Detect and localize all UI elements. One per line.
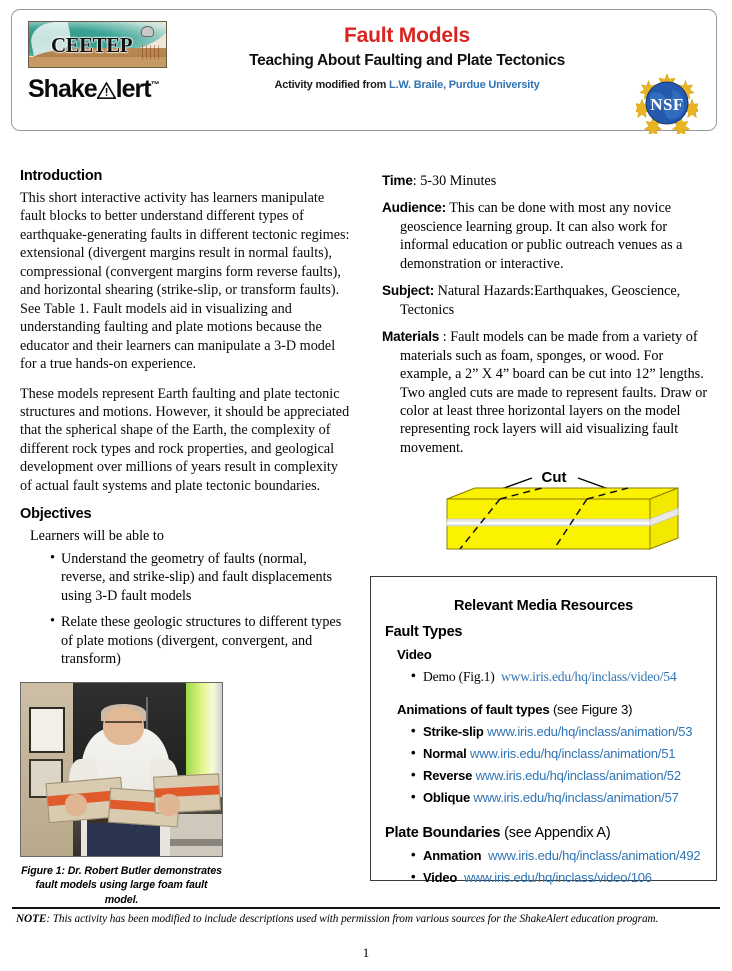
shakealert-text-b: lert bbox=[115, 75, 151, 103]
media-item-plate-animation-label: Anmation bbox=[423, 848, 482, 863]
trademark-mark: ™ bbox=[150, 79, 159, 90]
media-subheading-video: Video bbox=[397, 647, 432, 662]
meta-subject bbox=[382, 282, 718, 319]
figure-1-photo bbox=[20, 682, 223, 857]
media-item-strike-slip-link[interactable]: www.iris.edu/hq/inclass/animation/53 bbox=[487, 724, 693, 739]
media-plate-label: Plate Boundaries bbox=[385, 825, 501, 841]
meta-materials-sep: : bbox=[439, 329, 451, 346]
nsf-logo bbox=[636, 72, 698, 134]
shakealert-text-a: Shake bbox=[28, 75, 97, 103]
meta-materials bbox=[382, 328, 718, 457]
introduction-heading: Introduction bbox=[20, 168, 103, 184]
meta-time-sep: : bbox=[412, 173, 421, 189]
media-item-reverse-link[interactable]: www.iris.edu/hq/inclass/animation/52 bbox=[475, 768, 681, 783]
left-column bbox=[20, 168, 350, 676]
objectives-leadin: Learners will be able to bbox=[30, 528, 164, 545]
media-item-plate-video bbox=[411, 870, 716, 885]
byline bbox=[192, 79, 622, 91]
media-section-fault-types: Fault Types bbox=[385, 624, 463, 640]
meta-audience-label: Audience: bbox=[382, 200, 446, 216]
header-banner bbox=[11, 9, 717, 131]
media-item-plate-video-link[interactable]: www.iris.edu/hq/inclass/video/106 bbox=[464, 870, 652, 885]
media-item-oblique-link[interactable]: www.iris.edu/hq/inclass/animation/57 bbox=[473, 790, 679, 805]
footer-divider bbox=[12, 907, 720, 909]
spacer bbox=[371, 805, 716, 815]
meta-subject-value: Natural Hazards:Earthquakes, Geoscience, Tectonics bbox=[400, 283, 681, 318]
meta-time-label: Time bbox=[382, 173, 413, 188]
meta-subject-label: Subject: bbox=[382, 283, 435, 299]
media-item-plate-video-label: Video bbox=[423, 870, 458, 885]
figure-1-caption bbox=[20, 864, 223, 907]
spacer bbox=[371, 685, 716, 695]
svg-text:NSF: NSF bbox=[650, 95, 684, 114]
figure-2-cut-label: Cut bbox=[541, 469, 567, 487]
objectives-list bbox=[20, 550, 350, 669]
footer-note-text: : This activity has been modified to include descriptions used with permission from various sources for the ShakeAlert education program. bbox=[46, 913, 659, 925]
shakealert-logo bbox=[28, 76, 176, 102]
figure-1 bbox=[20, 682, 223, 907]
media-item-reverse-label: Reverse bbox=[423, 768, 473, 783]
page-number: 1 bbox=[362, 945, 370, 960]
footer-note bbox=[16, 913, 722, 925]
media-item-reverse bbox=[411, 768, 716, 783]
media-box-title: Relevant Media Resources bbox=[454, 598, 633, 614]
introduction-paragraph-1: This short interactive activity has learners manipulate fault blocks to better understand different types of earthquake-generating faults in different tectonic regimes: extensional (divergent margins result in normal faults), compressional (convergent margins form reverse faults), and horizontal shearing (strike-slip, or transform faults). See Table 1. Fault models aid in visualizing and understanding faulting and plate motions because the educator and their learners can manipulate a 3-D model for a true hands-on experience. bbox=[20, 190, 350, 373]
media-animations-note: (see Figure 3) bbox=[549, 702, 633, 717]
figure-1-caption-text: Dr. Robert Butler demonstrates fault models using large foam fault model. bbox=[35, 865, 222, 906]
media-item-strike-slip bbox=[411, 724, 716, 739]
meta-time bbox=[382, 172, 718, 190]
media-item-demo-label: Demo (Fig.1) bbox=[423, 669, 495, 684]
photo-person-right-hand bbox=[158, 794, 180, 816]
title-block bbox=[192, 24, 622, 91]
ceetep-logo-text: CEETEP bbox=[51, 33, 133, 57]
logo-stack bbox=[28, 21, 176, 102]
ceetep-logo bbox=[28, 21, 167, 68]
meta-audience-value: This can be done with most any novice geoscience learning group. It can also work for informal education or public outreach venues as a demonstration or interactive. bbox=[400, 200, 683, 272]
media-item-normal bbox=[411, 746, 716, 761]
media-item-oblique-label: Oblique bbox=[423, 790, 470, 805]
media-subheading-animations bbox=[397, 702, 716, 717]
media-item-strike-slip-label: Strike-slip bbox=[423, 724, 484, 739]
relevant-media-resources-box bbox=[370, 576, 717, 885]
introduction-paragraph-2: These models represent Earth faulting and plate tectonic structures and motions. However, it should be appreciated that the spherical shape of the Earth, the complexity of different rock types and rock properties, and geological development over millions of years result in complexity of actual fault systems and plate tectonic boundaries. bbox=[20, 385, 350, 494]
photo-person-left-hand bbox=[65, 794, 87, 816]
media-item-plate-animation-link[interactable]: www.iris.edu/hq/inclass/animation/492 bbox=[488, 848, 701, 863]
activity-metadata-list bbox=[382, 172, 718, 457]
byline-prefix: Activity modified from bbox=[274, 78, 390, 91]
page-title: Fault Models bbox=[344, 24, 470, 47]
seismogram-icon bbox=[140, 45, 162, 59]
meta-materials-label: Materials bbox=[382, 329, 440, 345]
objectives-heading: Objectives bbox=[20, 506, 92, 523]
photo-person-glasses bbox=[105, 721, 141, 730]
media-item-oblique bbox=[411, 790, 716, 805]
meta-materials-value: Fault models can be made from a variety of materials such as foam, sponges, or wood. For example, a 2” X 4” board can be cut into 12” lengths. Two angled cuts are made to represent faults. Draw or color at least three horizontal layers on the model representing rock layers will aid visualizing fault movement. bbox=[400, 329, 708, 456]
media-plate-note: (see Appendix A) bbox=[500, 825, 611, 841]
figure-1-caption-label: Figure 1: bbox=[21, 865, 65, 877]
photo-person-pants bbox=[87, 821, 159, 856]
right-column bbox=[382, 172, 718, 594]
list-item: • Relate these geologic structures to different types of plate motions (divergent, convergent, and transform) bbox=[50, 613, 350, 668]
media-item-plate-animation bbox=[411, 848, 716, 863]
footer-note-label: NOTE bbox=[16, 913, 47, 925]
meta-time-value: 5-30 Minutes bbox=[420, 173, 497, 189]
figure-2-diagram bbox=[382, 466, 718, 570]
media-item-demo bbox=[411, 669, 716, 685]
media-animations-label: Animations of fault types bbox=[397, 702, 550, 717]
meta-audience bbox=[382, 199, 718, 273]
byline-author-link[interactable]: L.W. Braile, Purdue University bbox=[389, 78, 540, 91]
media-item-normal-link[interactable]: www.iris.edu/hq/inclass/animation/51 bbox=[470, 746, 676, 761]
media-section-plate-boundaries bbox=[385, 825, 716, 841]
warning-triangle-icon bbox=[97, 82, 116, 99]
photo-framed-picture-1 bbox=[29, 707, 65, 753]
media-item-normal-label: Normal bbox=[423, 746, 467, 761]
media-item-demo-link[interactable]: www.iris.edu/hq/inclass/video/54 bbox=[501, 669, 677, 684]
page-subtitle: Teaching About Faulting and Plate Tectonics bbox=[249, 51, 565, 69]
list-item: • Understand the geometry of faults (normal, reverse, and strike-slip) and fault displacements using 3-D fault models bbox=[50, 550, 350, 605]
